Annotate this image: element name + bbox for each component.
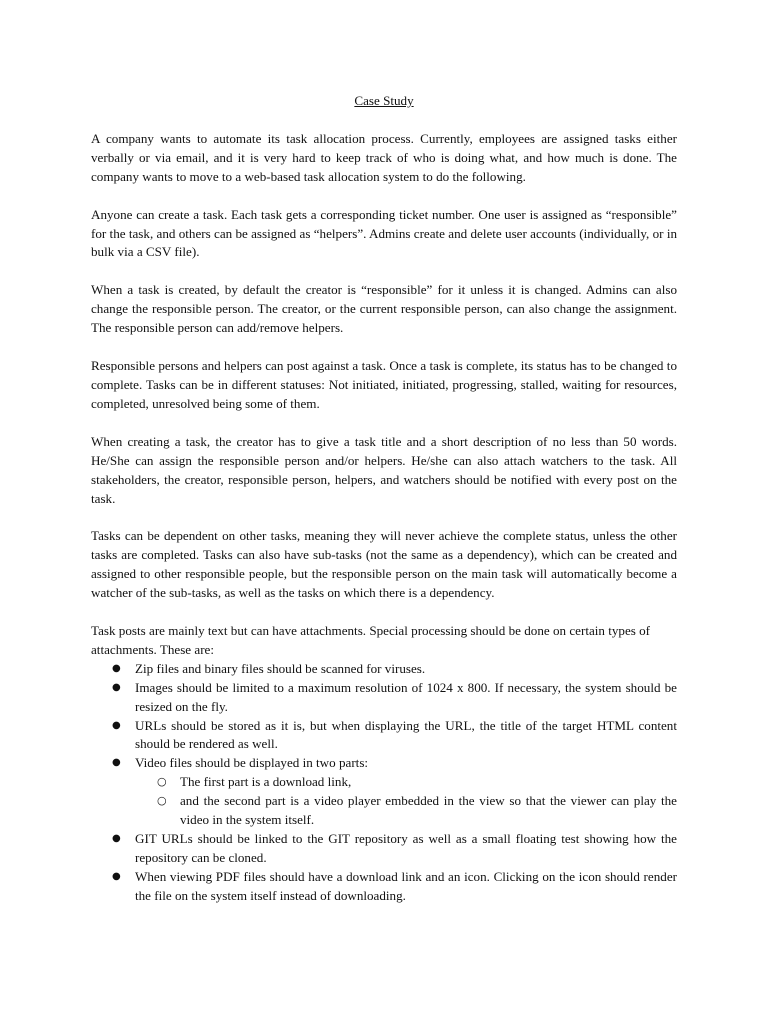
paragraph-creating-task: When creating a task, the creator has to give a task title and a short description of no less than 50 words. He/She can assign the responsible person and/or helpers. He/she can also attach watchers to the task. All stakeholders, the creator, responsible person, helpers, and watchers should be notified with every post on the task. bbox=[91, 433, 677, 506]
paragraph-task-creation: Anyone can create a task. Each task gets a corresponding ticket number. One user is assigned as “responsible” for the task, and others can be assigned as “helpers”. Admins create and delete user accounts (individually, or in bulk via a CSV file). bbox=[91, 206, 677, 260]
paragraph-dependencies: Tasks can be dependent on other tasks, meaning they will never achieve the complete status, unless the other tasks are completed. Tasks can also have sub-tasks (not the same as a dependency), which can be created and assigned to other responsible people, but the responsible person on the main task will automatically become a watcher of the sub-tasks, as well as the tasks on which there is a dependency. bbox=[91, 528, 677, 601]
paragraph-intro: A company wants to automate its task allocation process. Currently, employees are assigned tasks either verbally or via email, and it is very hard to keep track of who is doing what, and how much is done. The company wants to move to a web-based task allocation system to do the following. bbox=[91, 130, 677, 184]
sub-item-video-player: ○ and the second part is a video player embedded in the view so that the viewer can play the video in the system itself. bbox=[135, 792, 677, 830]
attachment-bullet-list bbox=[91, 660, 677, 906]
bullet-item-zip: ● Zip files and binary files should be scanned for viruses. bbox=[91, 660, 677, 679]
paragraph-statuses: Responsible persons and helpers can post against a task. Once a task is complete, its status has to be changed to complete. Tasks can be in different statuses: Not initiated, initiated, progressing, stalled, waiting for resources, completed, unresolved being some of them. bbox=[91, 358, 677, 411]
bullet-item-video bbox=[91, 754, 677, 830]
sub-item-download-link: ○ The first part is a download link, bbox=[135, 773, 677, 792]
paragraph-responsibility: When a task is created, by default the creator is “responsible” for it unless it is changed. Admins can also change the responsible person. The creator, or the current responsible person, can also change the assignment. The responsible person can add/remove helpers. bbox=[91, 282, 677, 336]
bullet-item-video-label: Video files should be displayed in two parts: bbox=[135, 755, 369, 771]
video-subitem-list bbox=[135, 773, 677, 830]
title-spacer bbox=[91, 111, 677, 130]
bullet-item-git: ● GIT URLs should be linked to the GIT repository as well as a small floating test showing how the repository can be cloned. bbox=[91, 830, 677, 868]
document-page bbox=[91, 92, 677, 906]
bullet-item-images: ● Images should be limited to a maximum resolution of 1024 x 800. If necessary, the system should be resized on the fly. bbox=[91, 679, 677, 717]
bullet-item-pdf: ● When viewing PDF files should have a download link and an icon. Clicking on the icon should render the file on the system itself instead of downloading. bbox=[91, 868, 677, 906]
bullet-item-urls: ● URLs should be stored as it is, but when displaying the URL, the title of the target HTML content should be rendered as well. bbox=[91, 717, 677, 755]
paragraph-attachments: Task posts are mainly text but can have attachments. Special processing should be done on certain types of attachments. These are: bbox=[91, 623, 651, 657]
document-title: Case Study bbox=[354, 93, 414, 108]
